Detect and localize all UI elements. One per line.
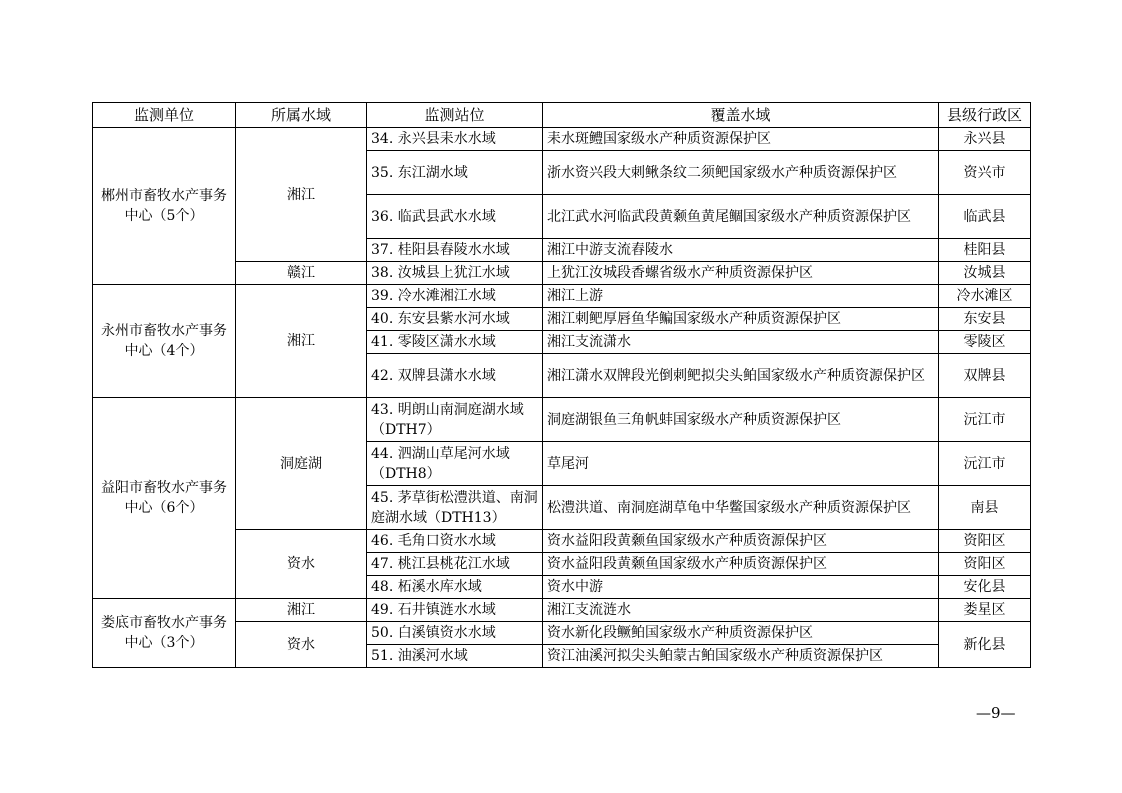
covered-waters-cell: 草尾河 <box>543 442 939 486</box>
covered-waters-cell: 湘江支流涟水 <box>543 599 939 622</box>
monitoring-station-cell: 38. 汝城县上犹江水域 <box>367 262 543 285</box>
monitoring-station-cell: 43. 明朗山南洞庭湖水域（DTH7） <box>367 398 543 442</box>
table-header-row <box>93 103 1031 128</box>
page-number: —9— <box>976 704 1016 722</box>
county-cell: 资阳区 <box>939 530 1031 553</box>
county-cell: 资兴市 <box>939 151 1031 195</box>
monitoring-unit-cell: 娄底市畜牧水产事务中心（3个） <box>93 599 236 668</box>
monitoring-station-cell: 41. 零陵区潇水水域 <box>367 331 543 354</box>
monitoring-station-cell: 42. 双牌县潇水水域 <box>367 354 543 398</box>
county-cell: 零陵区 <box>939 331 1031 354</box>
monitoring-station-cell: 46. 毛角口资水水域 <box>367 530 543 553</box>
covered-waters-cell: 湘江上游 <box>543 285 939 308</box>
covered-waters-cell: 资江油溪河拟尖头鲌蒙古鲌国家级水产种质资源保护区 <box>543 645 939 668</box>
covered-waters-cell: 湘江中游支流舂陵水 <box>543 239 939 262</box>
monitoring-station-cell: 48. 柘溪水库水域 <box>367 576 543 599</box>
water-basin-cell: 湘江 <box>236 285 367 398</box>
table-body <box>93 128 1031 668</box>
table-row <box>93 285 1031 308</box>
covered-waters-cell: 松澧洪道、南洞庭湖草龟中华鳖国家级水产种质资源保护区 <box>543 486 939 530</box>
monitoring-station-cell: 51. 油溪河水域 <box>367 645 543 668</box>
county-cell: 沅江市 <box>939 442 1031 486</box>
table-row <box>93 398 1031 442</box>
covered-waters-cell: 浙水资兴段大刺鳅条纹二须鲃国家级水产种质资源保护区 <box>543 151 939 195</box>
covered-waters-cell: 上犹江汝城段香螺省级水产种质资源保护区 <box>543 262 939 285</box>
header-covered-waters: 覆盖水域 <box>543 103 939 128</box>
header-monitoring-station: 监测站位 <box>367 103 543 128</box>
water-basin-cell: 赣江 <box>236 262 367 285</box>
header-water-basin: 所属水域 <box>236 103 367 128</box>
county-cell: 桂阳县 <box>939 239 1031 262</box>
table-row <box>93 599 1031 622</box>
monitoring-station-cell: 45. 茅草街松澧洪道、南洞庭湖水域（DTH13） <box>367 486 543 530</box>
county-cell: 双牌县 <box>939 354 1031 398</box>
county-cell: 汝城县 <box>939 262 1031 285</box>
monitoring-unit-cell: 郴州市畜牧水产事务中心（5个） <box>93 128 236 285</box>
covered-waters-cell: 洞庭湖银鱼三角帆蚌国家级水产种质资源保护区 <box>543 398 939 442</box>
monitoring-station-cell: 36. 临武县武水水域 <box>367 195 543 239</box>
monitoring-station-cell: 50. 白溪镇资水水域 <box>367 622 543 645</box>
monitoring-station-cell: 49. 石井镇涟水水域 <box>367 599 543 622</box>
monitoring-station-cell: 35. 东江湖水域 <box>367 151 543 195</box>
covered-waters-cell: 资水益阳段黄颡鱼国家级水产种质资源保护区 <box>543 530 939 553</box>
monitoring-station-cell: 44. 泗湖山草尾河水域（DTH8） <box>367 442 543 486</box>
county-cell: 永兴县 <box>939 128 1031 151</box>
covered-waters-cell: 湘江刺鲃厚唇鱼华鳊国家级水产种质资源保护区 <box>543 308 939 331</box>
water-basin-cell: 资水 <box>236 530 367 599</box>
monitoring-stations-table <box>92 102 1031 668</box>
monitoring-unit-cell: 永州市畜牧水产事务中心（4个） <box>93 285 236 398</box>
county-cell: 安化县 <box>939 576 1031 599</box>
county-cell: 南县 <box>939 486 1031 530</box>
monitoring-station-cell: 37. 桂阳县舂陵水水域 <box>367 239 543 262</box>
water-basin-cell: 湘江 <box>236 599 367 622</box>
covered-waters-cell: 资水新化段鳜鲌国家级水产种质资源保护区 <box>543 622 939 645</box>
county-cell: 沅江市 <box>939 398 1031 442</box>
county-cell: 冷水滩区 <box>939 285 1031 308</box>
monitoring-station-cell: 40. 东安县紫水河水域 <box>367 308 543 331</box>
monitoring-station-cell: 34. 永兴县耒水水域 <box>367 128 543 151</box>
covered-waters-cell: 资水中游 <box>543 576 939 599</box>
county-cell: 资阳区 <box>939 553 1031 576</box>
table-row <box>93 128 1031 151</box>
monitoring-unit-cell: 益阳市畜牧水产事务中心（6个） <box>93 398 236 599</box>
monitoring-station-cell: 47. 桃江县桃花江水域 <box>367 553 543 576</box>
county-cell: 新化县 <box>939 622 1031 668</box>
covered-waters-cell: 耒水斑鳢国家级水产种质资源保护区 <box>543 128 939 151</box>
covered-waters-cell: 湘江潇水双牌段光倒刺鲃拟尖头鲌国家级水产种质资源保护区 <box>543 354 939 398</box>
covered-waters-cell: 资水益阳段黄颡鱼国家级水产种质资源保护区 <box>543 553 939 576</box>
header-county: 县级行政区 <box>939 103 1031 128</box>
water-basin-cell: 洞庭湖 <box>236 398 367 530</box>
county-cell: 娄星区 <box>939 599 1031 622</box>
county-cell: 东安县 <box>939 308 1031 331</box>
covered-waters-cell: 湘江支流潇水 <box>543 331 939 354</box>
water-basin-cell: 湘江 <box>236 128 367 262</box>
water-basin-cell: 资水 <box>236 622 367 668</box>
header-monitoring-unit: 监测单位 <box>93 103 236 128</box>
covered-waters-cell: 北江武水河临武段黄颡鱼黄尾鲴国家级水产种质资源保护区 <box>543 195 939 239</box>
monitoring-station-cell: 39. 冷水滩湘江水域 <box>367 285 543 308</box>
county-cell: 临武县 <box>939 195 1031 239</box>
